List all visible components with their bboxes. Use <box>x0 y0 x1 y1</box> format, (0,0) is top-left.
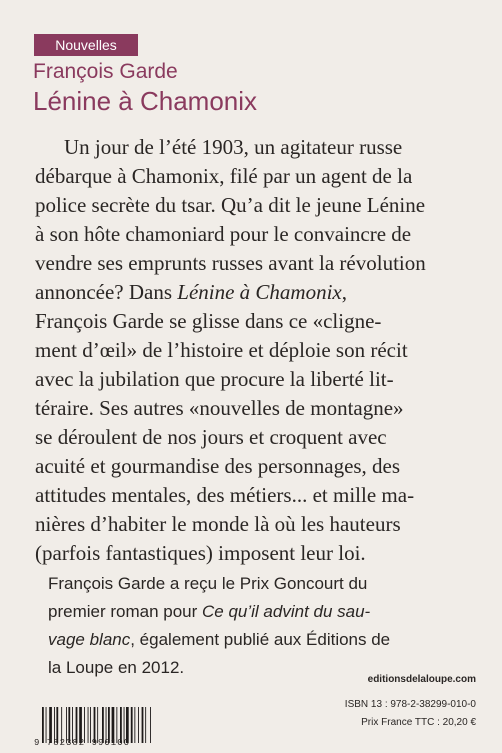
genre-badge: Nouvelles <box>34 34 138 56</box>
bio-line <box>48 626 468 654</box>
bio-line <box>48 598 468 626</box>
summary-line: vendre ses emprunts russes avant la révolution <box>35 251 426 275</box>
summary-italic-title: Lénine à Chamonix <box>177 280 342 304</box>
summary-line: François Garde se glisse dans ce «cligne- <box>35 309 382 333</box>
author-name: François Garde <box>33 60 178 83</box>
book-title: Lénine à Chamonix <box>33 86 258 116</box>
bio-italic-title: vage blanc <box>48 630 131 649</box>
summary-line: acuité et gourmandise des personnages, des <box>35 454 401 478</box>
barcode-digits: 9 782382 990100 <box>34 738 131 748</box>
bio-text: , également publié aux Éditions de <box>130 630 391 649</box>
summary-line: ment d’œil» de l’histoire et déploie son récit <box>35 338 408 362</box>
summary-line: à son hôte chamoniard pour le convaincre de <box>35 222 412 246</box>
price-label: Prix France TTC : 20,20 € <box>361 717 476 728</box>
summary-line-start: annoncée? Dans <box>35 280 178 304</box>
summary-line <box>35 278 467 307</box>
summary-line: avec la jubilation que procure la liberté lit- <box>35 367 394 391</box>
author-bio-paragraph <box>48 570 468 682</box>
isbn-number: ISBN 13 : 978-2-38299-010-0 <box>344 699 476 710</box>
summary-line: (parfois fantastiques) imposent leur loi. <box>35 541 366 565</box>
summary-line: se déroulent de nos jours et croquent avec <box>35 425 387 449</box>
bio-line: François Garde a reçu le Prix Goncourt du <box>48 574 368 593</box>
summary-line: débarque à Chamonix, filé par un agent de la <box>35 164 413 188</box>
summary-line: police secrète du tsar. Qu’a dit le jeune Lénine <box>35 193 426 217</box>
summary-paragraph <box>35 133 467 568</box>
summary-line: attitudes mentales, des métiers... et mille ma- <box>35 483 415 507</box>
summary-line: téraire. Ses autres «nouvelles de montagne» <box>35 396 404 420</box>
bio-italic-title: Ce qu’il advint du sau- <box>202 602 371 621</box>
summary-line-end: , <box>341 280 347 304</box>
summary-line: nières d’habiter le monde là où les hauteurs <box>35 512 401 536</box>
bio-line: la Loupe en 2012. <box>48 658 185 677</box>
bio-text: premier roman pour <box>48 602 203 621</box>
publisher-website: editionsdelaloupe.com <box>367 674 476 685</box>
summary-line: Un jour de l’été 1903, un agitateur russe <box>64 135 403 159</box>
